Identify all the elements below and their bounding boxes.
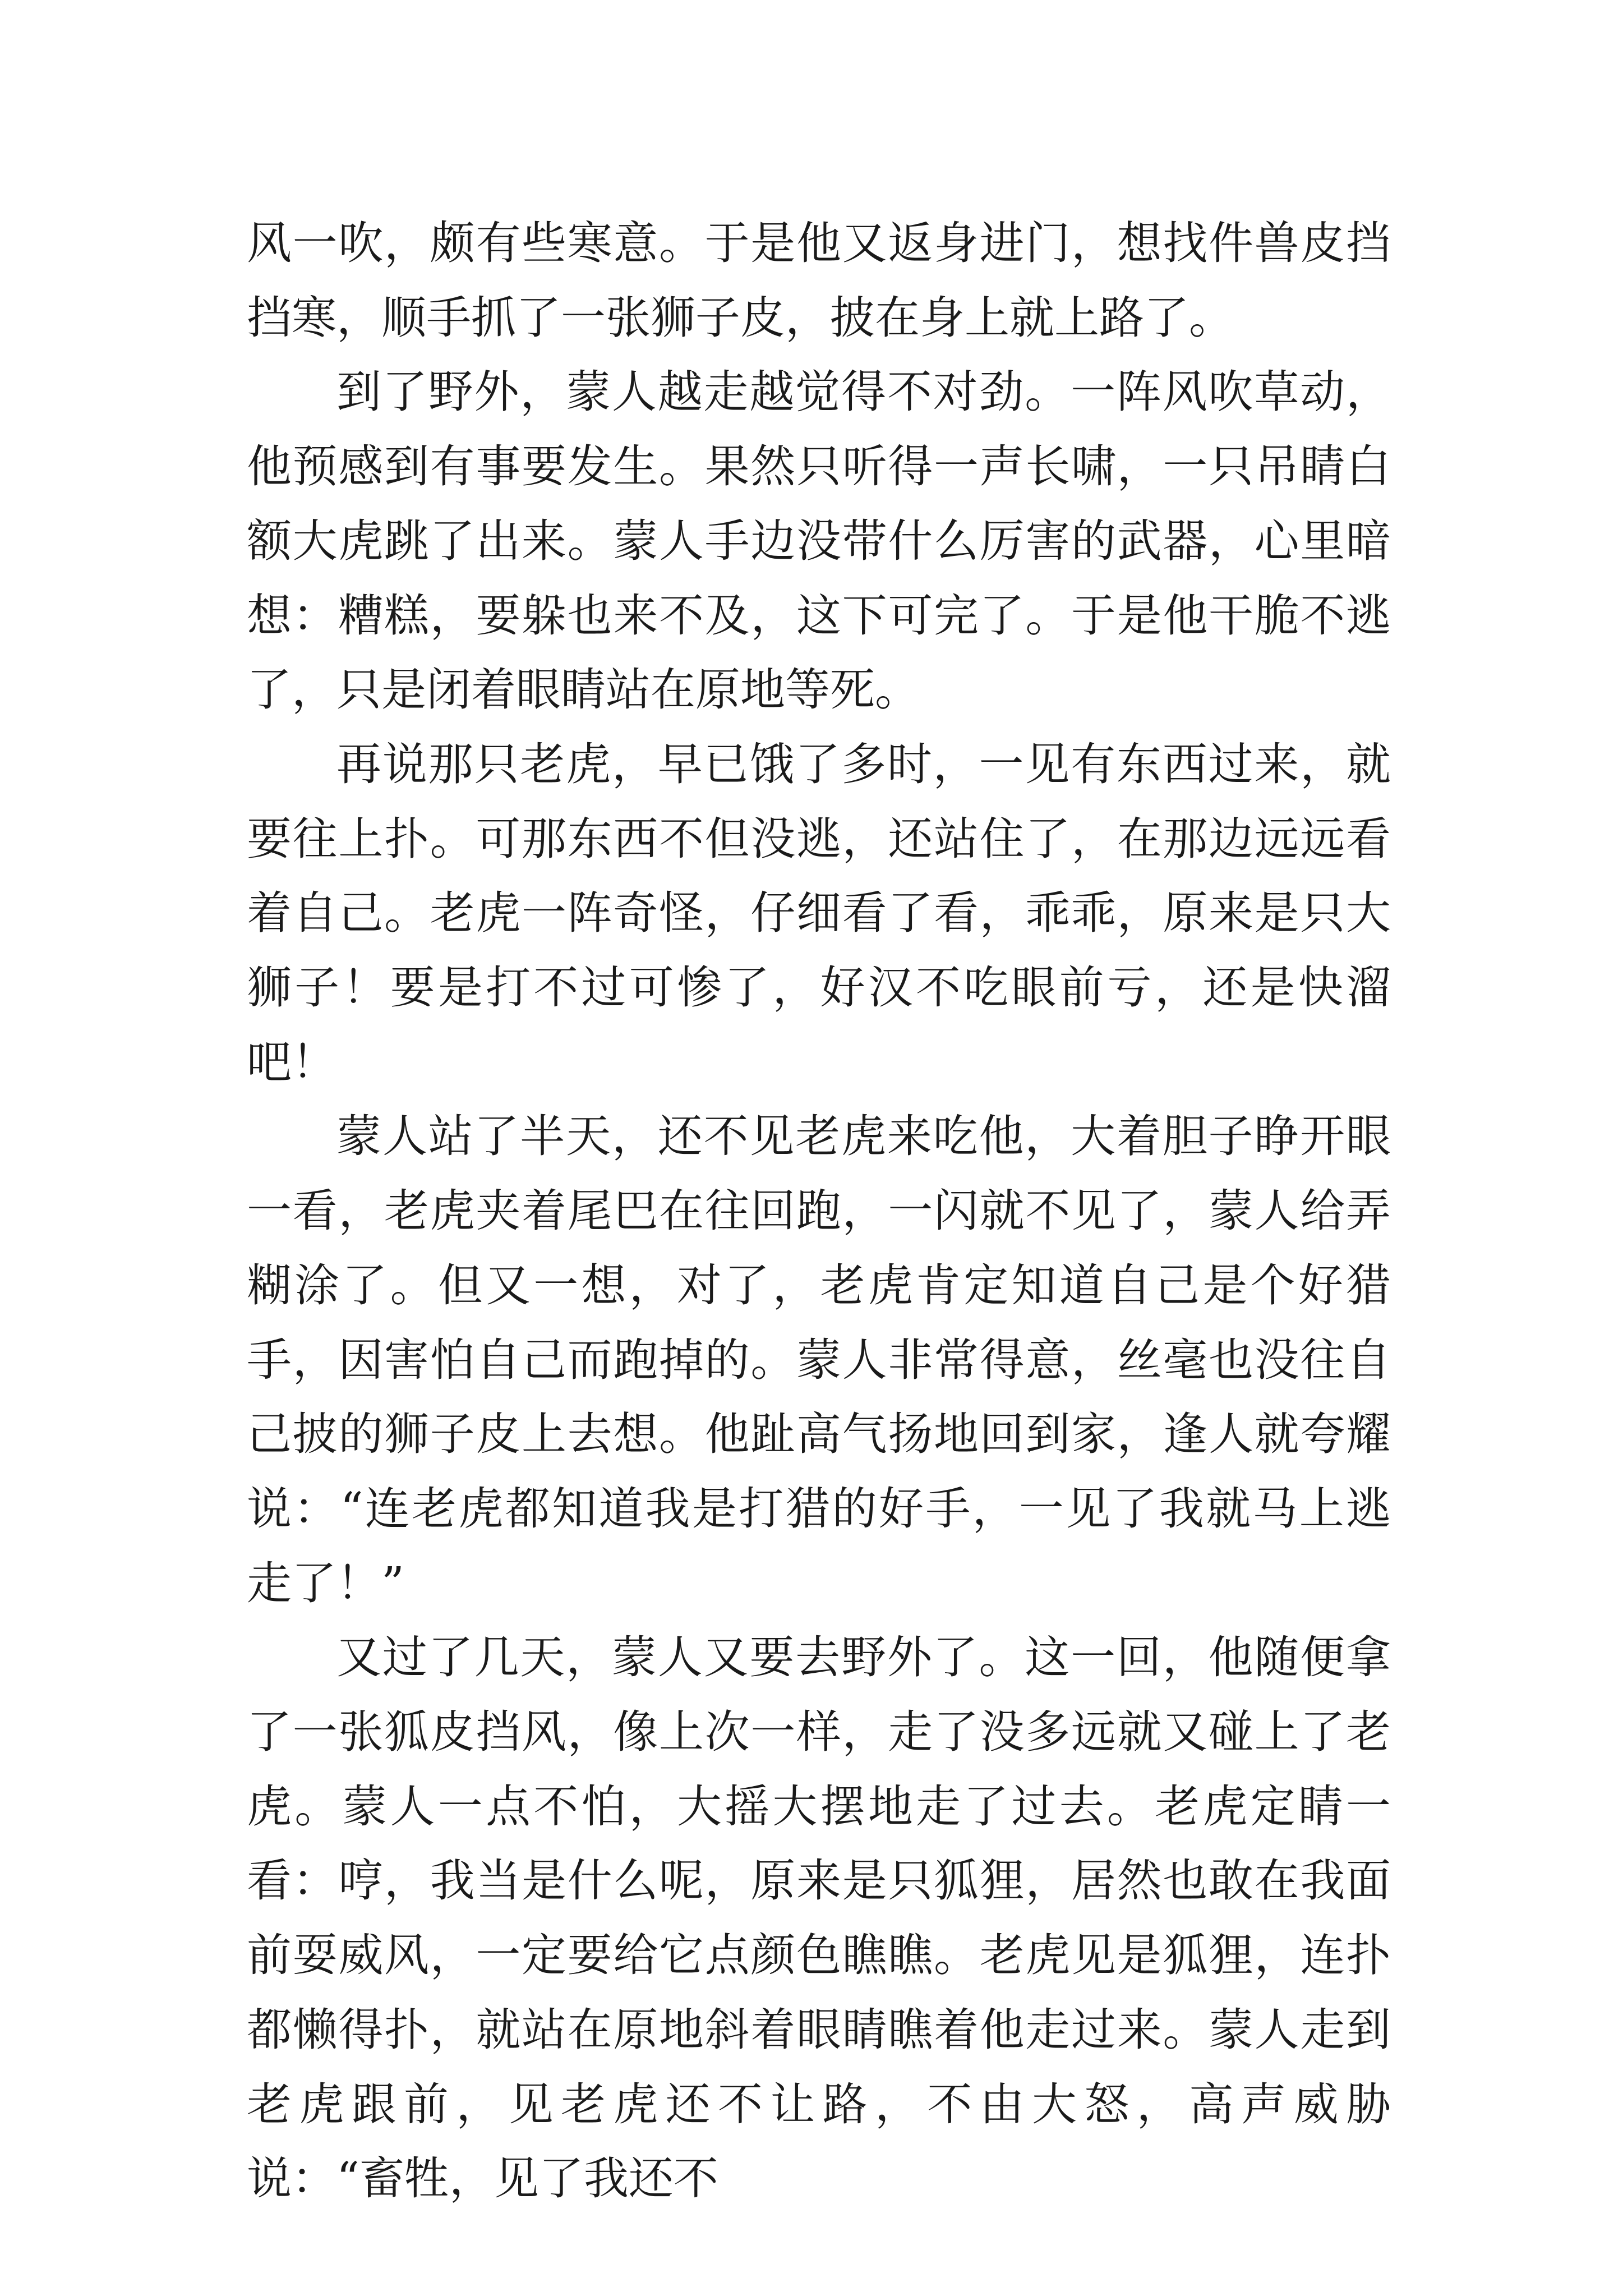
paragraph-3: 再说那只老虎，早已饿了多时，一见有东西过来，就要往上扑。可那东西不但没逃，还站住了，在那边远远看着自己。老虎一阵奇怪，仔细看了看，乖乖，原来是只大狮子！要是打不过可惨了，好汉不吃眼前亏，还是快溜吧！ <box>247 738 1391 1088</box>
paragraph-5: 又过了几天，蒙人又要去野外了。这一回，他随便拿了一张狐皮挡风，像上次一样，走了没多远就又碰上了老虎。蒙人一点不怕，大摇大摆地走了过去。老虎定睛一看：哼，我当是什么呢，原来是只狐狸，居然也敢在我面前耍威风，一定要给它点颜色瞧瞧。老虎见是狐狸，连扑都懒得扑，就站在原地斜着眼睛瞧着他走过来。蒙人走到老虎跟前，见老虎还不让路，不由大怒，高声威胁说：“畜牲，见了我还不 <box>247 1631 1391 2205</box>
paragraph-4: 蒙人站了半天，还不见老虎来吃他，大着胆子睁开眼一看，老虎夹着尾巴在往回跑，一闪就不见了，蒙人给弄糊涂了。但又一想，对了，老虎肯定知道自己是个好猎手，因害怕自己而跑掉的。蒙人非常得意，丝毫也没往自己披的狮子皮上去想。他趾高气扬地回到家，逢人就夸耀说：“连老虎都知道我是打猎的好手，一见了我就马上逃走了！” <box>247 1110 1391 1609</box>
body-text <box>247 206 1391 2216</box>
paragraph-2: 到了野外，蒙人越走越觉得不对劲。一阵风吹草动，他预感到有事要发生。果然只听得一声长啸，一只吊睛白额大虎跳了出来。蒙人手边没带什么厉害的武器，心里暗想：糟糕，要躲也来不及，这下可完了。于是他干脆不逃了，只是闭着眼睛站在原地等死。 <box>247 366 1391 716</box>
paragraph-1: 风一吹，颇有些寒意。于是他又返身进门，想找件兽皮挡挡寒，顺手抓了一张狮子皮，披在身上就上路了。 <box>247 217 1391 344</box>
